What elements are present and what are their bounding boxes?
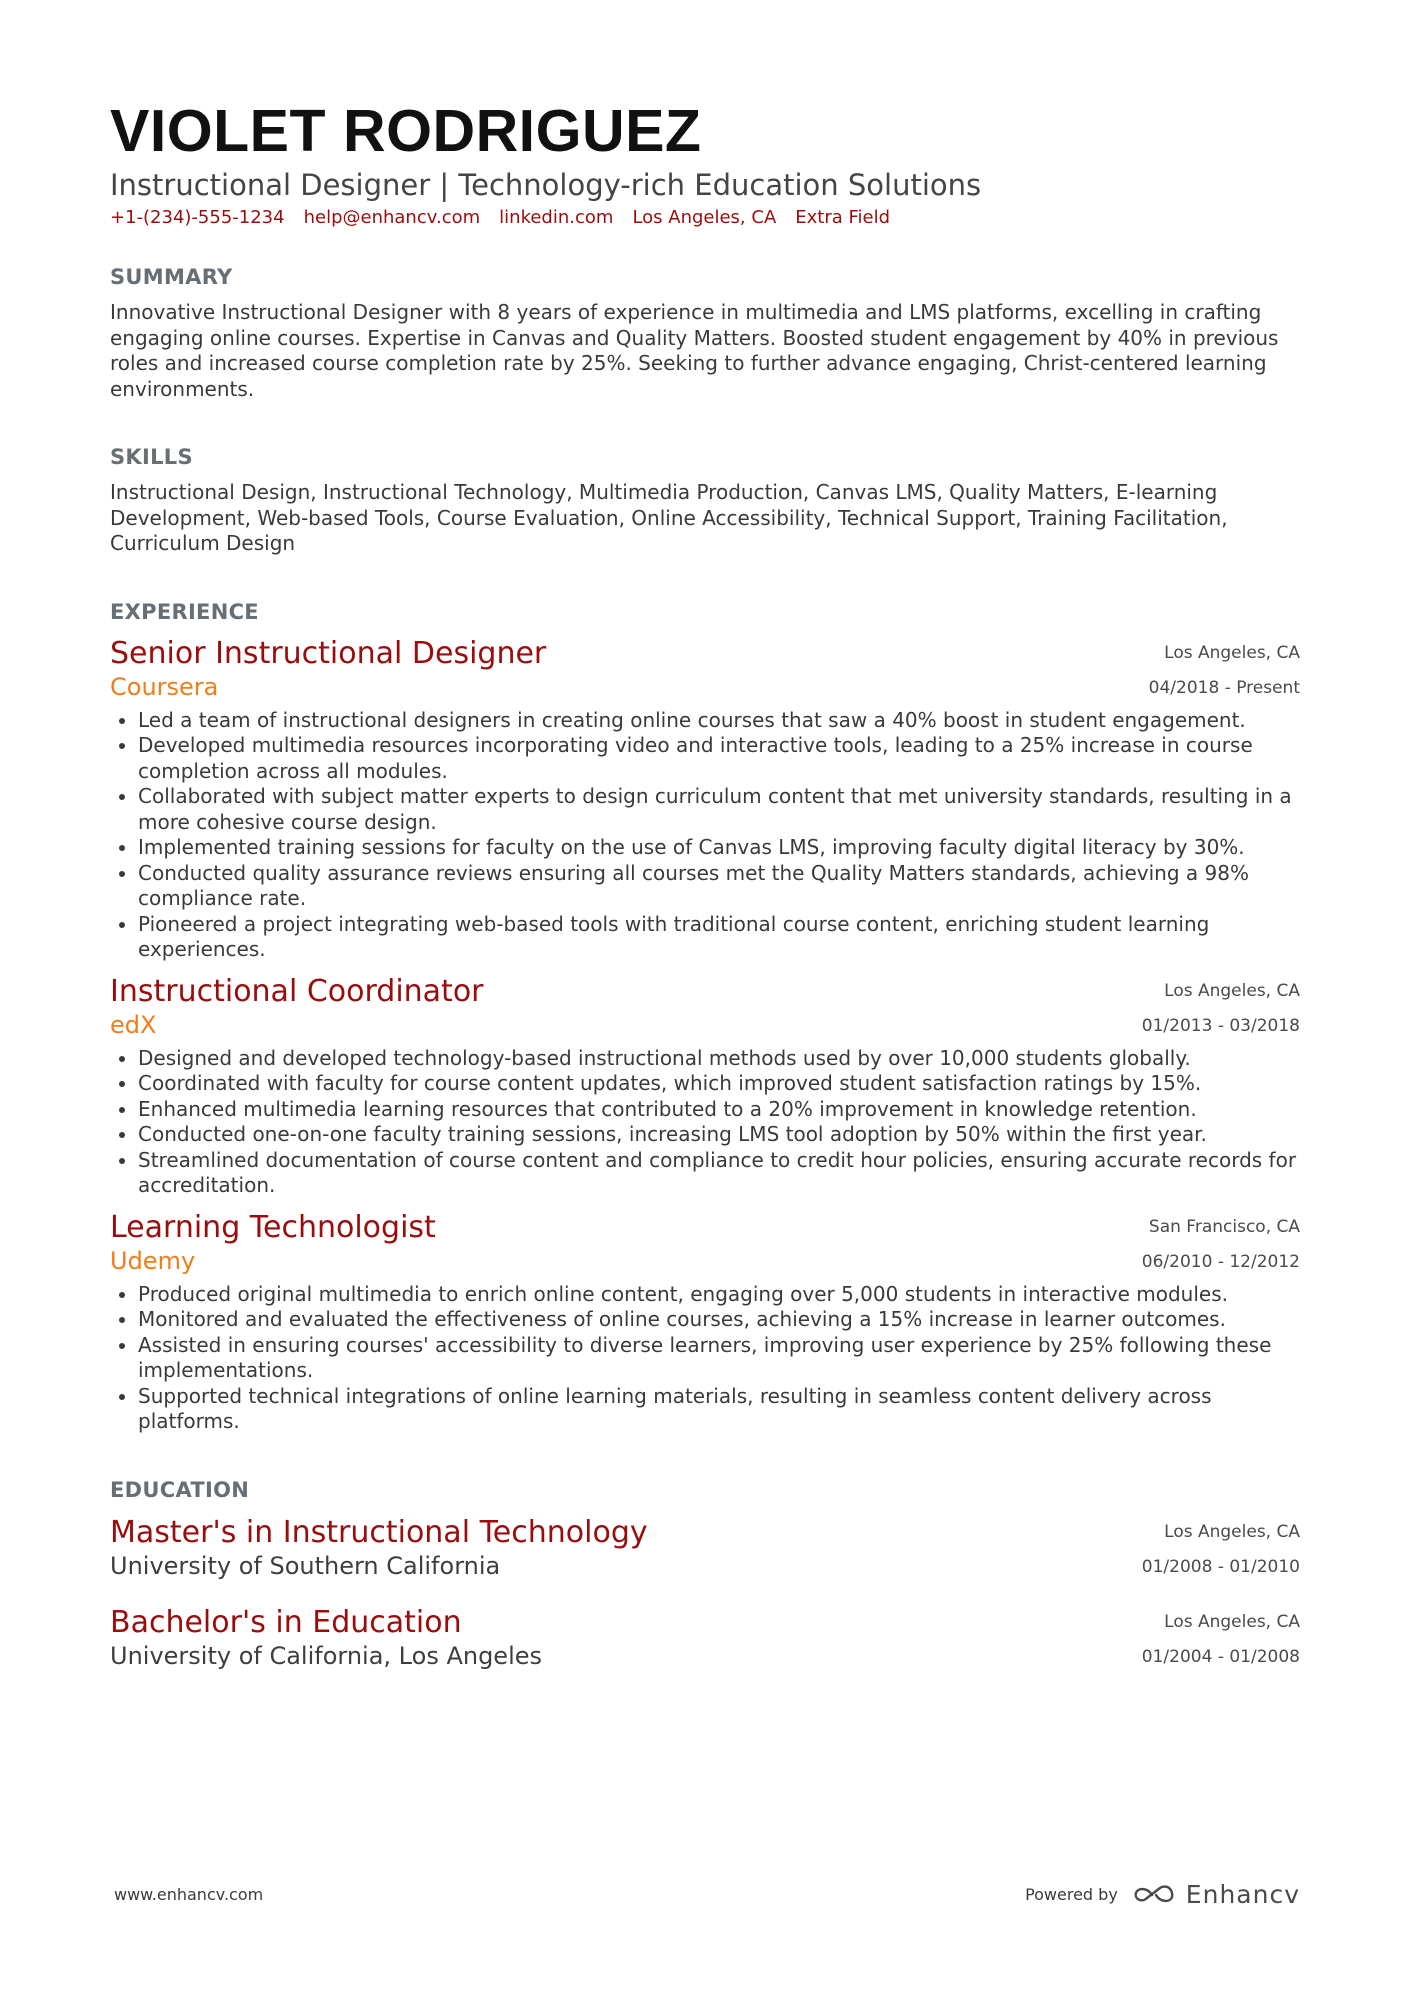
education-entry-meta (1142, 1515, 1300, 1585)
list-item: Collaborated with subject matter experts to design curriculum content that met university standards, resulting in a more cohesive course design. (110, 784, 1300, 835)
education-location: Los Angeles, CA (1164, 1611, 1300, 1632)
list-item: Supported technical integrations of online learning materials, resulting in seamless content delivery across platforms. (110, 1384, 1300, 1435)
experience-entry-header (110, 974, 1300, 1044)
skills-text: Instructional Design, Instructional Technology, Multimedia Production, Canvas LMS, Quality Matters, E-learning Development, Web-based Tools, Course Evaluation, Online Accessibility, Technical Support, Training Facilitation, Curriculum Design (110, 480, 1228, 555)
experience-entry-titles (110, 1210, 1142, 1276)
list-item: Developed multimedia resources incorporating video and interactive tools, leading to a 25% increase in course completion across all modules. (110, 733, 1300, 784)
education-dates: 01/2004 - 01/2008 (1141, 1646, 1300, 1667)
education-entry-meta (1142, 1605, 1300, 1675)
powered-by-label: Powered by (1025, 1885, 1118, 1904)
school-name: University of California, Los Angeles (110, 1641, 543, 1670)
list-item: Monitored and evaluated the effectiveness of online courses, achieving a 15% increase in learner outcomes. (110, 1307, 1300, 1333)
education-entry (110, 1515, 1300, 1585)
enhancv-brand[interactable] (1132, 1880, 1300, 1909)
job-location: Los Angeles, CA (1164, 642, 1300, 663)
job-bullets (110, 708, 1300, 963)
experience-entry (110, 636, 1300, 963)
brand-name: Enhancv (1185, 1880, 1300, 1909)
job-role: Learning Technologist (110, 1209, 436, 1245)
candidate-name: VIOLET RODRIGUEZ (110, 98, 702, 164)
list-item: Streamlined documentation of course content and compliance to credit hour policies, ensuring accurate records for accreditation. (110, 1148, 1300, 1199)
education-entry (110, 1605, 1300, 1675)
job-company: Udemy (110, 1246, 196, 1275)
experience-entry-meta (1142, 1210, 1300, 1280)
summary-heading: SUMMARY (110, 265, 233, 289)
contact-list (110, 206, 1300, 230)
experience-entry-meta (1149, 636, 1300, 706)
list-item: Enhanced multimedia learning resources that contributed to a 20% improvement in knowledge retention. (110, 1097, 1300, 1123)
experience-entry-meta (1142, 974, 1300, 1044)
job-location: Los Angeles, CA (1164, 980, 1300, 1001)
contact-extra-field: Extra Field (795, 207, 891, 228)
candidate-title: Instructional Designer | Technology-rich Education Solutions (110, 168, 982, 202)
experience-entry-header (110, 1210, 1300, 1280)
contact-location: Los Angeles, CA (632, 207, 777, 228)
experience-entry-titles (110, 636, 1149, 702)
education-location: Los Angeles, CA (1164, 1521, 1300, 1542)
summary-section (110, 264, 1300, 402)
list-item: Conducted one-on-one faculty training sessions, increasing LMS tool adoption by 50% within the first year. (110, 1122, 1300, 1148)
job-dates: 06/2010 - 12/2012 (1141, 1251, 1300, 1272)
contact-linkedin[interactable]: linkedin.com (499, 207, 614, 228)
page-footer (114, 1880, 1300, 1909)
experience-heading: EXPERIENCE (110, 599, 259, 624)
education-heading: EDUCATION (110, 1477, 250, 1502)
list-item: Assisted in ensuring courses' accessibility to diverse learners, improving user experience by 25% following these implementations. (110, 1333, 1300, 1384)
list-item: Implemented training sessions for faculty on the use of Canvas LMS, improving faculty digital literacy by 30%. (110, 835, 1300, 861)
footer-url[interactable]: www.enhancv.com (114, 1885, 264, 1904)
education-entry-titles (110, 1605, 1142, 1671)
resume-header (110, 100, 1300, 230)
school-name: University of Southern California (110, 1551, 501, 1580)
enhancv-logo-icon (1132, 1883, 1176, 1907)
experience-entry (110, 1210, 1300, 1435)
degree-title: Master's in Instructional Technology (110, 1514, 648, 1550)
contact-email[interactable]: help@enhancv.com (303, 207, 481, 228)
job-bullets (110, 1046, 1300, 1199)
job-company: Coursera (110, 672, 219, 701)
job-role: Senior Instructional Designer (110, 635, 547, 671)
education-entry-titles (110, 1515, 1142, 1581)
skills-heading: SKILLS (110, 445, 193, 469)
education-section (110, 1477, 1300, 1675)
job-company: edX (110, 1010, 157, 1039)
job-dates: 04/2018 - Present (1148, 677, 1300, 698)
list-item: Pioneered a project integrating web-based tools with traditional course content, enriching student learning experiences. (110, 912, 1300, 963)
experience-entry (110, 974, 1300, 1199)
powered-by (1025, 1880, 1300, 1909)
job-location: San Francisco, CA (1148, 1216, 1300, 1237)
job-role: Instructional Coordinator (110, 973, 484, 1009)
job-dates: 01/2013 - 03/2018 (1141, 1015, 1300, 1036)
list-item: Conducted quality assurance reviews ensuring all courses met the Quality Matters standards, achieving a 98% compliance rate. (110, 861, 1300, 912)
list-item: Designed and developed technology-based instructional methods used by over 10,000 students globally. (110, 1046, 1300, 1072)
contact-phone[interactable]: +1-(234)-555-1234 (110, 207, 285, 228)
degree-title: Bachelor's in Education (110, 1604, 462, 1640)
job-bullets (110, 1282, 1300, 1435)
list-item: Produced original multimedia to enrich online content, engaging over 5,000 students in interactive modules. (110, 1282, 1300, 1308)
skills-section (110, 444, 1300, 557)
summary-text: Innovative Instructional Designer with 8 years of experience in multimedia and LMS platforms, excelling in crafting engaging online courses. Expertise in Canvas and Quality Matters. Boosted student engagement by 40% in previous roles and increased course completion rate by 25%. Seeking to further advance engaging, Christ-centered learning environments. (110, 300, 1279, 401)
list-item: Led a team of instructional designers in creating online courses that saw a 40% boost in student engagement. (110, 708, 1300, 734)
list-item: Coordinated with faculty for course content updates, which improved student satisfaction ratings by 15%. (110, 1071, 1300, 1097)
experience-section (110, 599, 1300, 1435)
experience-entry-titles (110, 974, 1142, 1040)
education-dates: 01/2008 - 01/2010 (1141, 1556, 1300, 1577)
experience-entry-header (110, 636, 1300, 706)
